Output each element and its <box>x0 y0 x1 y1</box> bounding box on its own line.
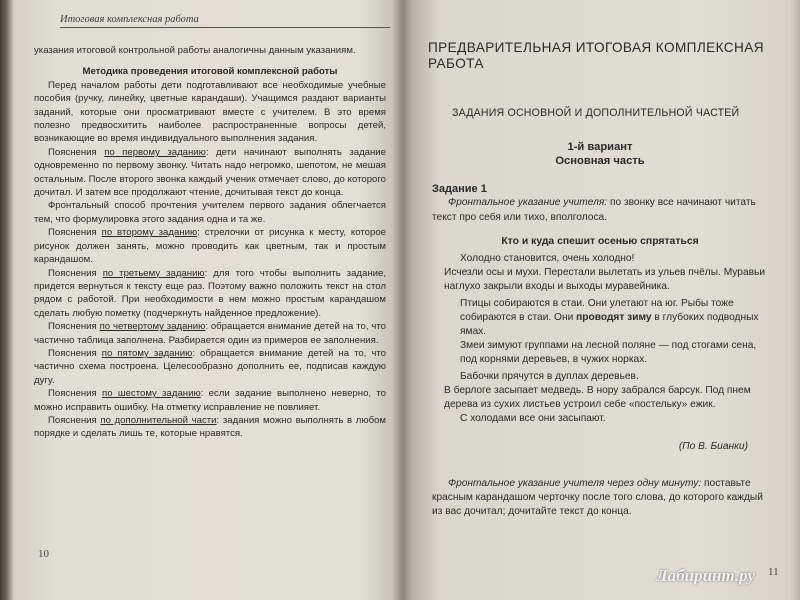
paragraph: Пояснения по четвертому заданию: обращается внимание детей на то, что частично таблица заполнена. Разбирается один из примеров ее заполнения. <box>34 321 386 346</box>
paragraph: Пояснения по дополнительной части: задания можно выполнять в любом порядке и сделать лишь те, которые нравятся. <box>34 414 387 440</box>
left-page <box>18 0 388 600</box>
section-subtitle: ЗАДАНИЯ ОСНОВНОЙ И ДОПОЛНИТЕЛЬНОЙ ЧАСТЕЙ <box>452 107 740 119</box>
right-page <box>418 0 786 600</box>
left-page-text <box>34 44 386 441</box>
page-number: 10 <box>38 548 49 560</box>
paragraph: Пояснения по шестому заданию: если задание выполнено неверно, то можно исправить ошибку. На отметку исправление не повлияет. <box>34 388 386 413</box>
right-page-text <box>428 40 768 529</box>
paragraph: Перед началом работы дети подготавливают все необходимые учебные пособия (ручку, линейку, цветные карандаши). Учащимся раздают варианты заданий, которые они просматривают вместе с учителем. В это время полезно предвосхитить наиболее распространенные вопросы детей, возникающие во время индивидуального выполнения задания. <box>34 79 386 145</box>
paragraph: Пояснения по второму заданию: стрелочки от рисунка к месту, которое рисунок должен занять, можно проводить как цветным, так и простым карандашом. <box>34 227 386 266</box>
story-title: Кто и куда спешит осенью спрятаться <box>501 235 699 247</box>
watermark: Лабиринт.ру <box>656 566 755 585</box>
paragraph: указания итоговой контрольной работы аналогичны данным указаниям. <box>34 45 356 56</box>
page-title: ПРЕДВАРИТЕЛЬНАЯ ИТОГОВАЯ КОМПЛЕКСНАЯ РАБОТА <box>428 40 764 71</box>
part-label: Основная часть <box>555 155 645 168</box>
teacher-instruction: Фронтальное указание учителя: по звонку все начинают читать текст про себя или тихо, вполголоса. <box>432 197 756 223</box>
variant-label: 1-й вариант <box>567 141 633 154</box>
paragraph: Пояснения по третьему заданию: для того чтобы выполнить задание, придется вернуться к тексту еще раз. Поэтому важно положить текст на стол рядом с работой. При необходимости в нем можно простым карандашом сделать любую пометку (подчеркнуть найденное предложение). <box>34 267 386 319</box>
paragraph: Пояснения по пятому заданию: обращается внимание детей на то, что частично схема построена. Целесообразно дополнить ее, подписав каждую дугу. <box>34 347 386 386</box>
story-line: Змеи зимуют группами на лесной поляне — под стогами сена, под корнями деревьев, в чужих норках. <box>460 340 757 366</box>
story-line: В берлоге засыпает медведь. В нору забрался барсук. Под пнем дерева из сухих листьев устроил себе «постельку» ежик. <box>444 384 751 411</box>
running-head: Итоговая комплексная работа <box>60 14 390 28</box>
story-line: С холодами все они засыпают. <box>460 413 606 425</box>
paragraph: Пояснения по первому заданию: дети начинают выполнять задание одновременно по первому звонку. Читать надо негромко, шепотом, не мешая остальным. После второго звонка каждый ученик отмечает слово, до которого дочитал. И затем все продолжают чтение, дочитывая текст до конца. <box>34 146 386 199</box>
page-number: 11 <box>768 566 779 578</box>
story-line: Птицы собираются в стаи. Они улетают на юг. Рыбы тоже собираются в стаи. Они проводят зиму в глубоких подводных ямах. <box>460 297 759 338</box>
story-line: Бабочки прячутся в дуплах деревьев. <box>460 370 639 382</box>
story-line: Исчезли осы и мухи. Перестали вылетать из ульев пчёлы. Муравьи наглухо закрыли входы и выходы муравейника. <box>444 267 766 293</box>
paragraph: Фронтальный способ прочтения учителем первого задания облегчается тем, что формулировка этого задания одна и та же. <box>34 200 386 225</box>
story-line: Холодно становится, очень холодно! <box>460 253 635 265</box>
final-instruction: Фронтальное указание учителя через одну минуту: поставьте красным карандашом черточку после того слова, до которого каждый из вас дочитал; дочитайте текст до конца. <box>432 477 763 518</box>
task-title: Задание 1 <box>432 183 487 196</box>
story-text <box>432 252 768 426</box>
author-credit: (По В. Бианки) <box>678 441 748 453</box>
section-title: Методика проведения итоговой комплексной работы <box>82 66 338 78</box>
